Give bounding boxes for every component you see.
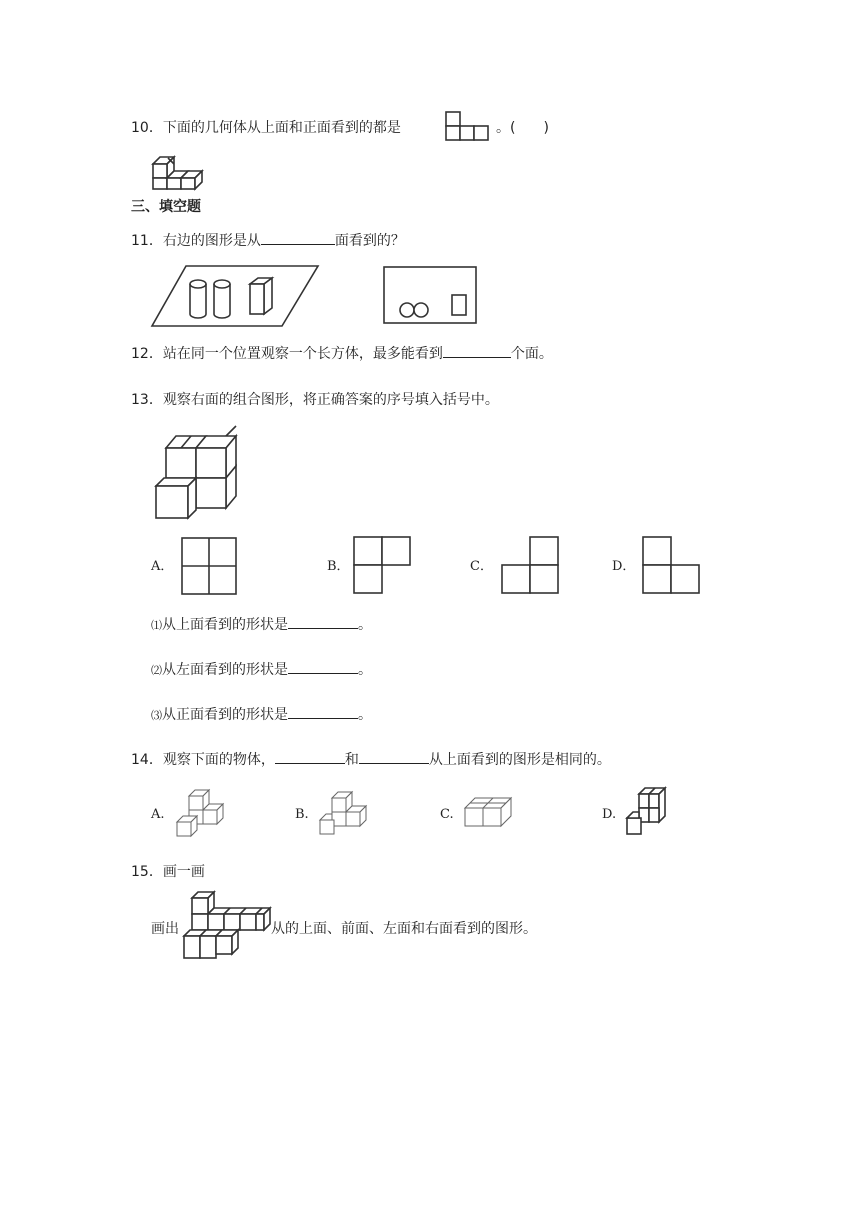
sub-text: 从左面看到的形状是 — [162, 662, 288, 678]
question-number: 13． — [131, 392, 163, 408]
sub-question-3 — [151, 704, 372, 726]
view-result-figure — [382, 265, 480, 327]
sub-marker: ⑴ — [151, 619, 162, 632]
answer-blank[interactable] — [275, 749, 345, 764]
three-square-view-figure — [444, 110, 492, 142]
option-c-label: C. — [440, 807, 454, 822]
sub-end: 。 — [358, 707, 372, 723]
option-d-label: D. — [602, 807, 617, 822]
question-12 — [131, 343, 553, 364]
question-number: 10． — [131, 120, 163, 136]
option-c-figure[interactable] — [500, 535, 562, 597]
answer-blank[interactable] — [288, 614, 358, 629]
combined-cubes-figure — [150, 428, 242, 524]
answer-blank[interactable] — [288, 704, 358, 719]
option-d-label: D． — [612, 559, 636, 574]
option-b-label: B. — [295, 807, 309, 822]
question-number: 15． — [131, 864, 163, 880]
option-d-solid[interactable] — [625, 788, 673, 840]
question-11 — [131, 230, 405, 251]
sub-text: 从正面看到的形状是 — [162, 707, 288, 723]
question-text-start: 站在同一个位置观察一个长方体，最多能看到 — [162, 346, 443, 362]
sub-question-1 — [151, 614, 372, 636]
option-a-label: A． — [151, 559, 174, 574]
sub-end: 。 — [358, 662, 372, 678]
question-number: 14． — [131, 752, 163, 768]
question-10 — [131, 118, 401, 138]
answer-blank[interactable] — [359, 749, 429, 764]
option-c-solid[interactable] — [463, 796, 515, 832]
sub-marker: ⑵ — [151, 664, 162, 677]
question-15 — [131, 862, 205, 882]
option-b-solid[interactable] — [318, 792, 368, 838]
question-text: 下面的几何体从上面和正面看到的都是 — [162, 120, 401, 136]
sub-marker: ⑶ — [151, 709, 162, 722]
question-title: 画一画 — [162, 864, 205, 880]
option-a-solid[interactable] — [175, 788, 225, 838]
question-text-mid: 和 — [344, 752, 359, 768]
question-text-end: 从上面看到的图形是相同的。 — [428, 752, 611, 768]
sub-end: 。 — [358, 617, 372, 633]
question-13 — [131, 390, 499, 410]
answer-parens: 。( ) — [496, 120, 549, 136]
perspective-scene-figure — [150, 262, 322, 330]
question-text-start: 右边的图形是从 — [162, 233, 261, 249]
section-title: 三、填空题 — [131, 199, 201, 215]
cube-assembly-figure — [182, 892, 272, 962]
answer-blank[interactable] — [443, 343, 511, 358]
question-number: 12． — [131, 346, 163, 362]
option-a-figure[interactable] — [180, 536, 238, 596]
question-text: 观察右面的组合图形，将正确答案的序号填入括号中。 — [162, 392, 499, 408]
option-b-figure[interactable] — [352, 535, 412, 597]
option-d-figure[interactable] — [641, 535, 703, 597]
question-15-prompt-start: 画出 — [151, 921, 179, 937]
sub-question-2 — [151, 659, 372, 681]
option-a-label: A. — [151, 807, 165, 822]
option-c-label: C． — [470, 559, 493, 574]
answer-blank[interactable] — [261, 230, 335, 245]
option-b-label: B． — [327, 559, 350, 574]
question-text-start: 观察下面的物体， — [162, 752, 275, 768]
question-text-end: 个面。 — [510, 346, 553, 362]
cube-solid-figure — [150, 150, 210, 192]
answer-blank[interactable] — [288, 659, 358, 674]
question-15-prompt-end: 从的上面、前面、左面和右面看到的图形。 — [271, 921, 537, 937]
question-number: 11． — [131, 233, 163, 249]
question-14 — [131, 749, 611, 770]
sub-text: 从上面看到的形状是 — [162, 617, 288, 633]
question-text-end: 面看到的？ — [334, 233, 405, 249]
